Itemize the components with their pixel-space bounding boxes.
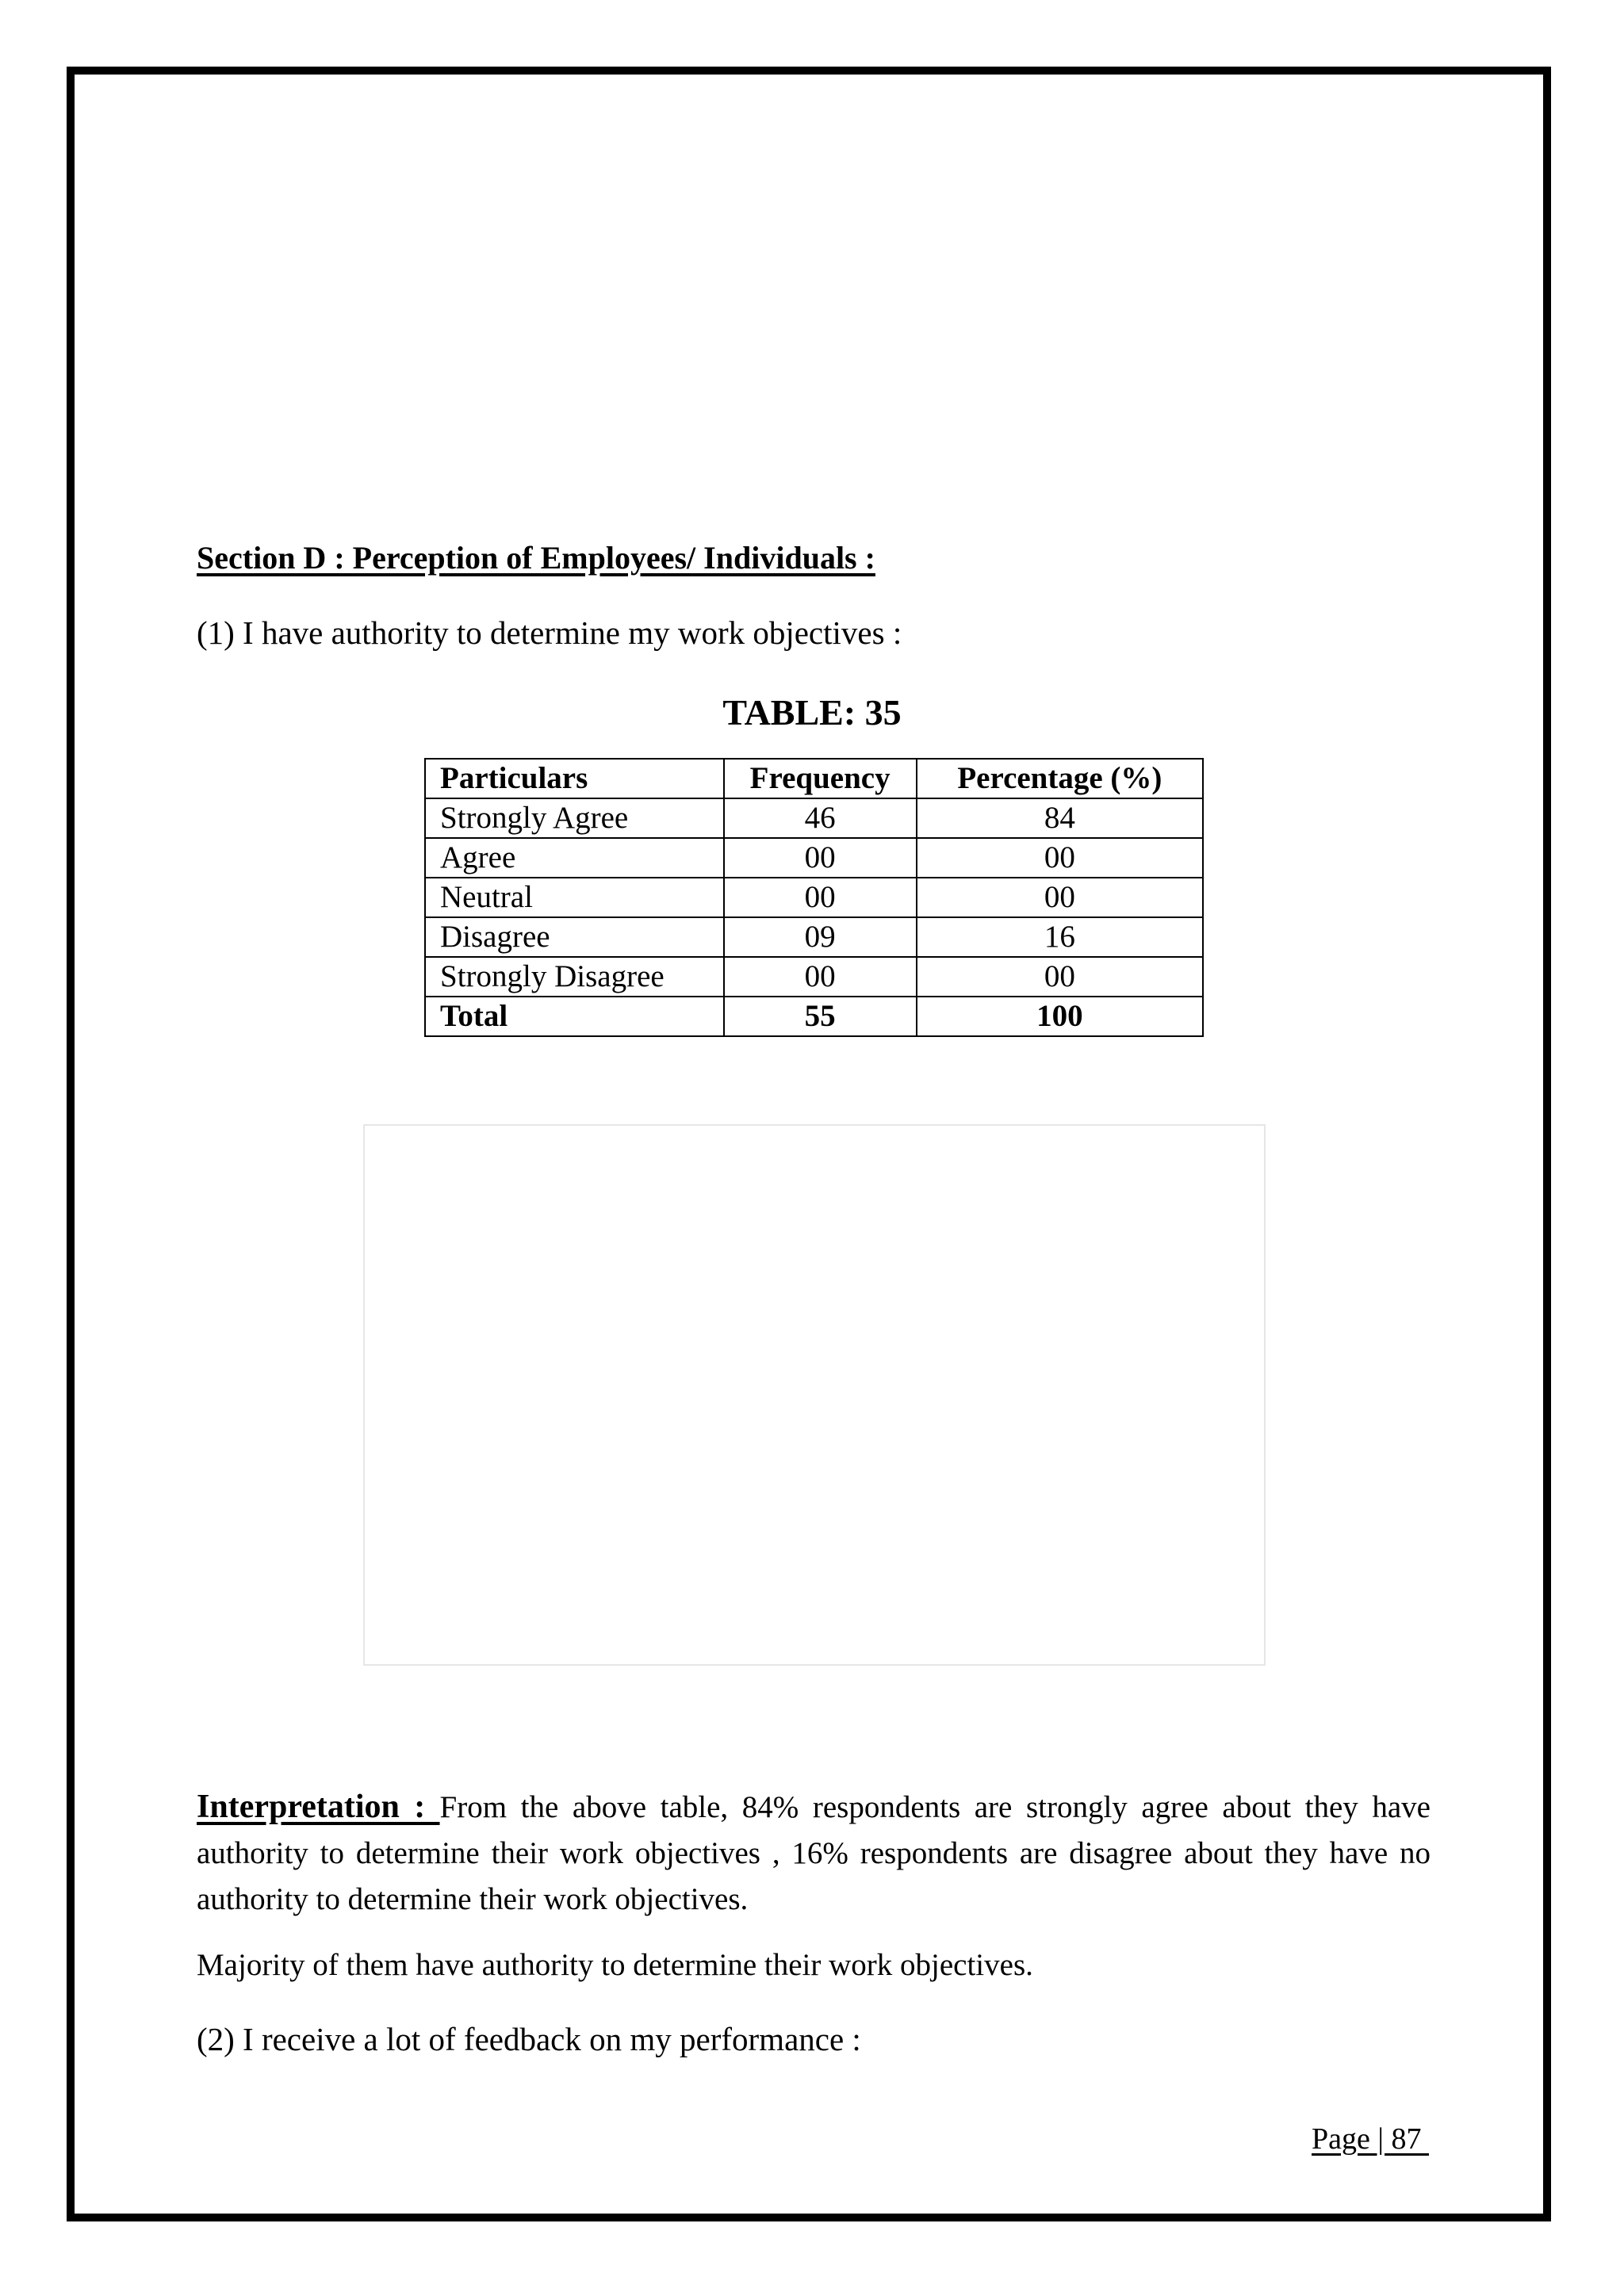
cell-percentage: 00 — [917, 838, 1203, 878]
question-2: (2) I receive a lot of feedback on my performance : — [197, 2021, 861, 2057]
cell-percentage: 16 — [917, 917, 1203, 957]
table-row — [425, 917, 1203, 957]
interpretation-text: From the above table, 84% respondents are strongly agree about they have authority to determine their work objectives , 16% respondents are disagree about they have no authority to determine their work objectives. — [197, 1790, 1431, 1916]
cell-particulars: Disagree — [425, 917, 724, 957]
table-row — [425, 957, 1203, 997]
cell-particulars: Neutral — [425, 878, 724, 917]
chart-placeholder — [363, 1124, 1266, 1666]
header-particulars: Particulars — [425, 759, 724, 798]
cell-total-frequency: 55 — [724, 997, 917, 1036]
cell-frequency: 00 — [724, 878, 917, 917]
table-title: TABLE: 35 — [722, 692, 902, 733]
table-row — [425, 878, 1203, 917]
cell-percentage: 84 — [917, 798, 1203, 838]
section-heading: Section D : Perception of Employees/ Individuals : — [197, 540, 875, 576]
table-row — [425, 798, 1203, 838]
header-percentage: Percentage (%) — [917, 759, 1203, 798]
cell-frequency: 00 — [724, 838, 917, 878]
cell-percentage: 00 — [917, 878, 1203, 917]
cell-particulars: Strongly Agree — [425, 798, 724, 838]
header-frequency: Frequency — [724, 759, 917, 798]
cell-total-label: Total — [425, 997, 724, 1036]
page-number: Page | 87 — [1312, 2122, 1429, 2156]
interpretation-label: Interpretation : — [197, 1789, 440, 1825]
cell-frequency: 09 — [724, 917, 917, 957]
interpretation-paragraph — [197, 1784, 1431, 1923]
question-1: (1) I have authority to determine my work objectives : — [197, 614, 902, 651]
cell-particulars: Agree — [425, 838, 724, 878]
cell-particulars: Strongly Disagree — [425, 957, 724, 997]
table-row — [425, 838, 1203, 878]
cell-total-percentage: 100 — [917, 997, 1203, 1036]
cell-frequency: 46 — [724, 798, 917, 838]
table-total-row — [425, 997, 1203, 1036]
cell-frequency: 00 — [724, 957, 917, 997]
cell-percentage: 00 — [917, 957, 1203, 997]
frequency-table — [424, 758, 1204, 1037]
table-header-row — [425, 759, 1203, 798]
majority-statement: Majority of them have authority to determine their work objectives. — [197, 1948, 1033, 1982]
